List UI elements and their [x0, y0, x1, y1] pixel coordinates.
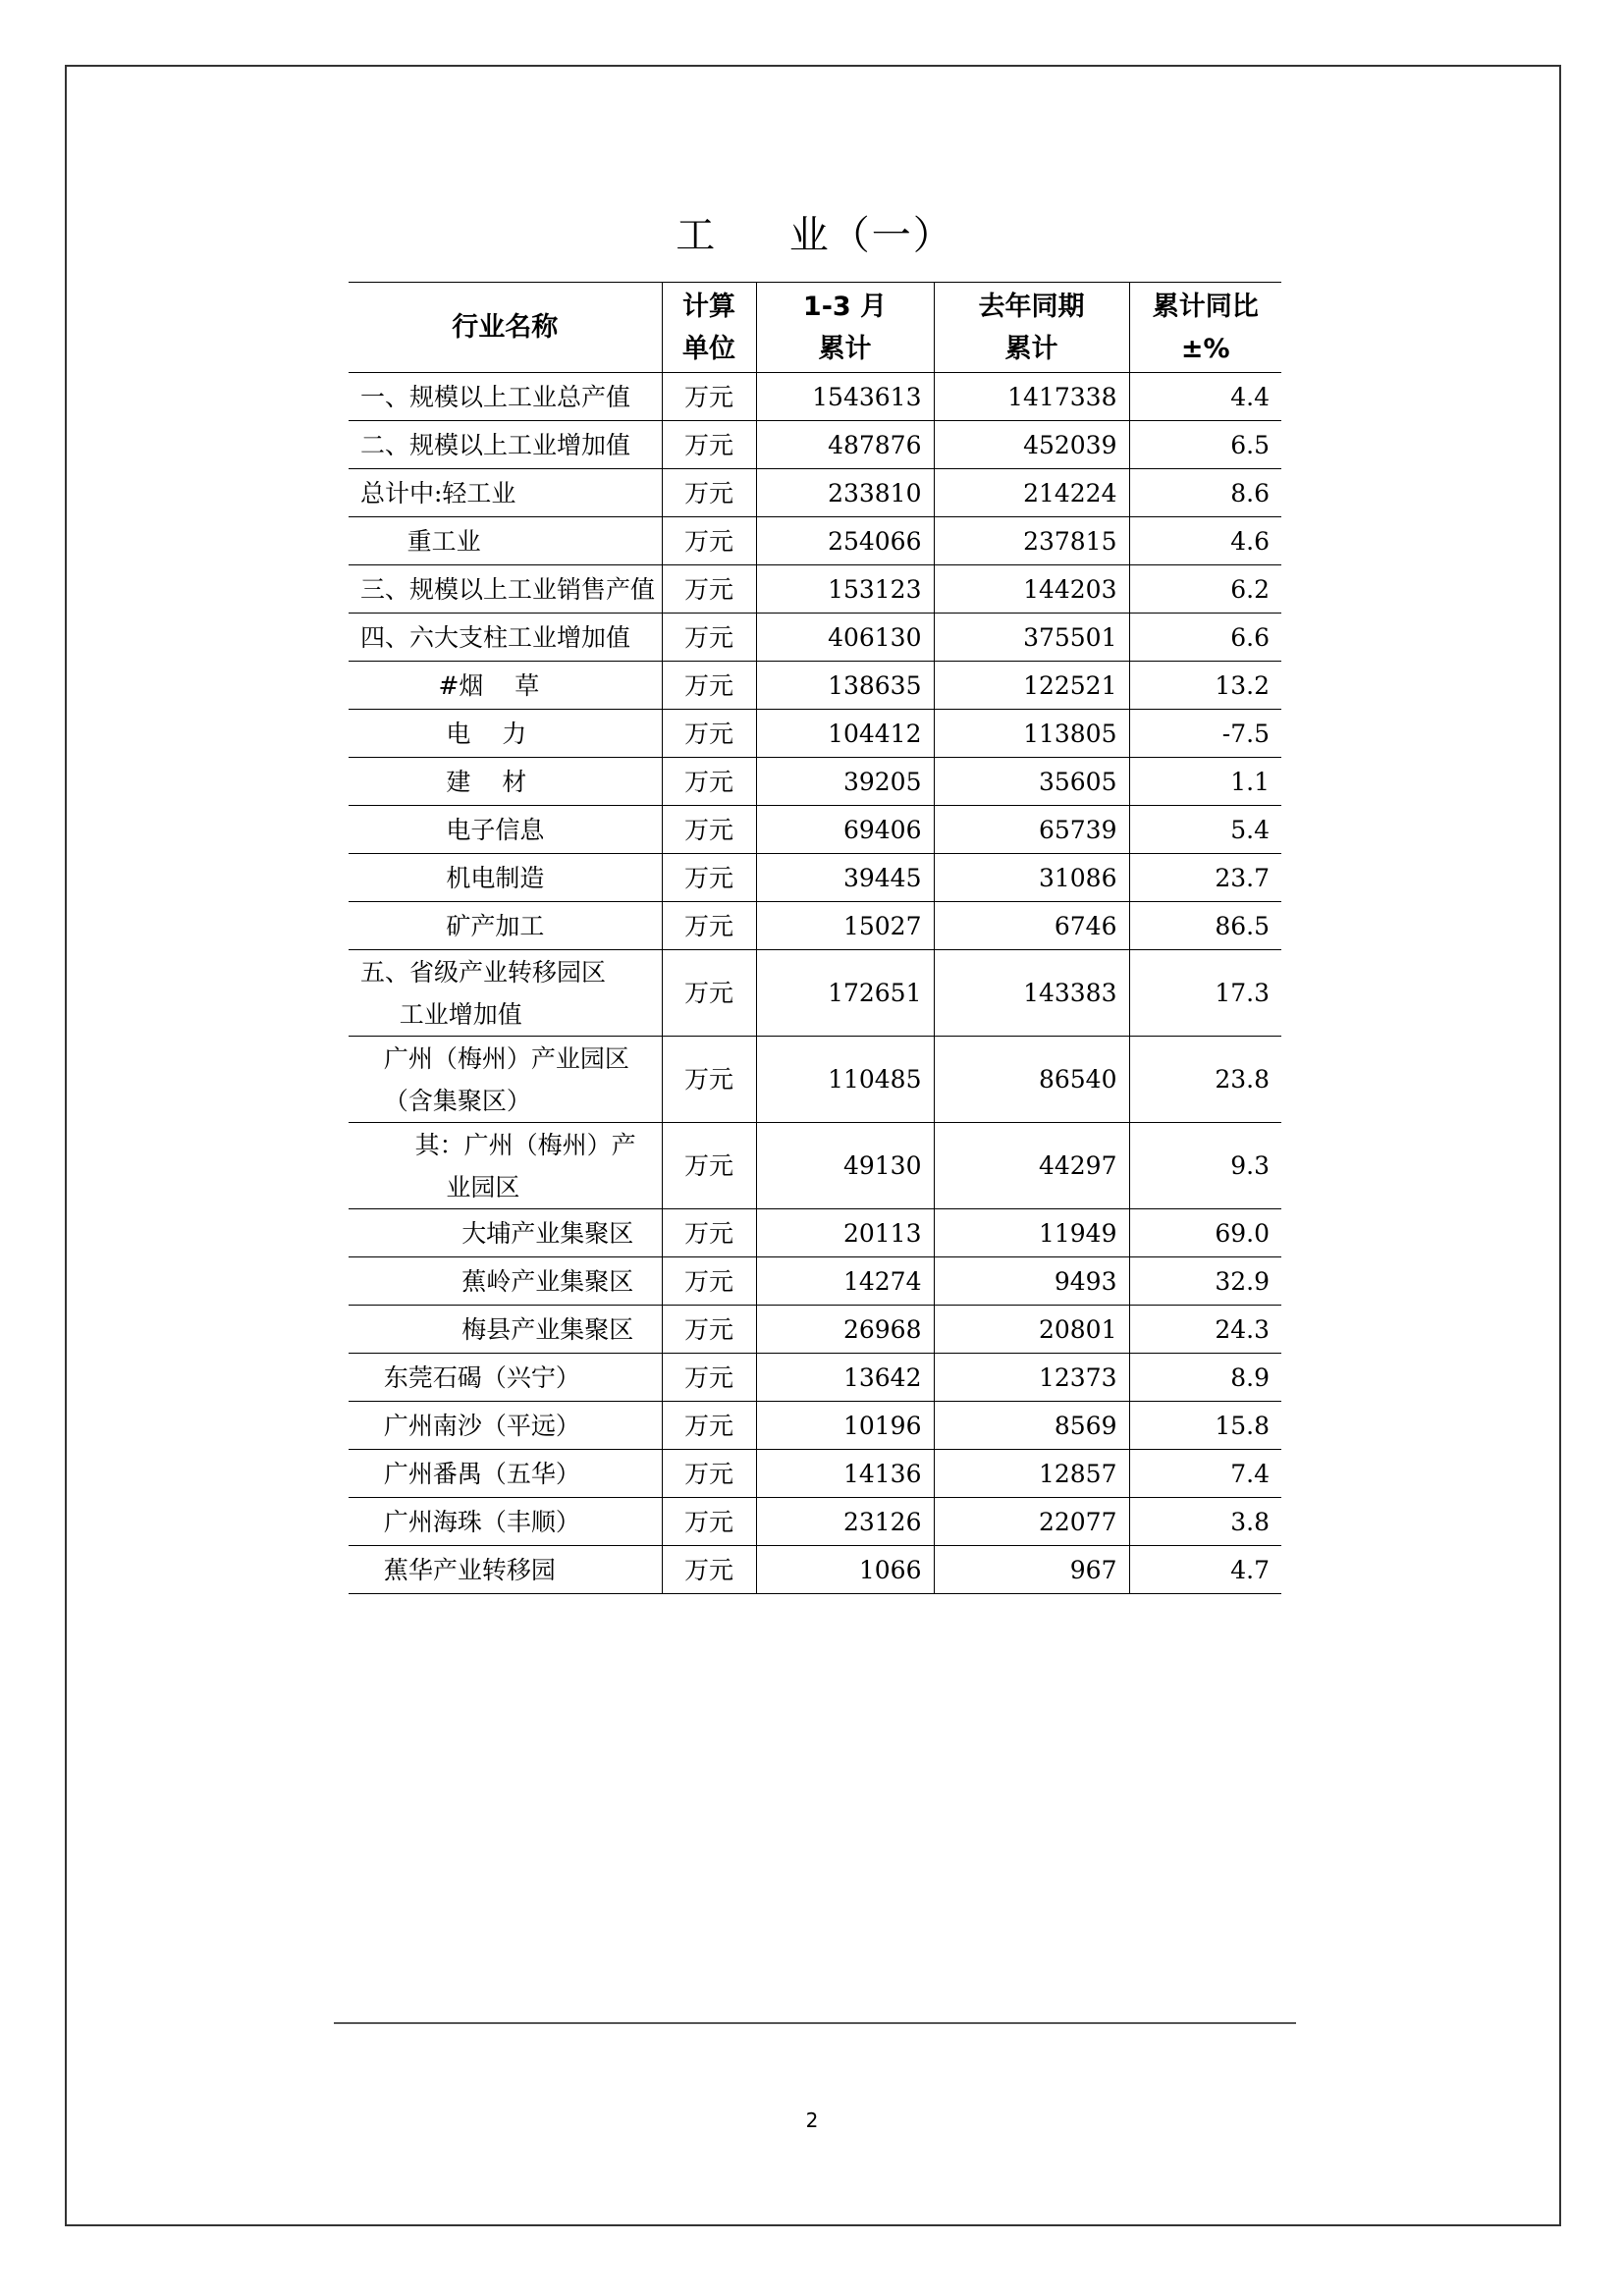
- row-previous-value: 65739: [934, 806, 1129, 854]
- row-unit: 万元: [662, 1546, 756, 1594]
- row-previous-value: 35605: [934, 758, 1129, 806]
- row-current-value: 254066: [756, 517, 934, 565]
- row-previous-value: 375501: [934, 614, 1129, 662]
- row-current-value: 20113: [756, 1209, 934, 1257]
- row-yoy-change: 17.3: [1129, 950, 1281, 1037]
- row-current-value: 1543613: [756, 373, 934, 421]
- row-industry-name: 重工业: [349, 517, 662, 565]
- row-yoy-change: 1.1: [1129, 758, 1281, 806]
- row-previous-value: 11949: [934, 1209, 1129, 1257]
- row-previous-value: 12857: [934, 1450, 1129, 1498]
- table-body: [349, 373, 1281, 1594]
- row-current-value: 153123: [756, 565, 934, 614]
- row-unit: 万元: [662, 1123, 756, 1209]
- table-row: [349, 1123, 1281, 1209]
- row-current-value: 49130: [756, 1123, 934, 1209]
- table-row: [349, 1306, 1281, 1354]
- table-row: [349, 854, 1281, 902]
- table-row: [349, 710, 1281, 758]
- row-yoy-change: 6.6: [1129, 614, 1281, 662]
- header-yoy-change: 累计同比 ±%: [1129, 283, 1281, 373]
- row-yoy-change: 4.4: [1129, 373, 1281, 421]
- row-industry-name: 东莞石碣（兴宁）: [349, 1354, 662, 1402]
- row-current-value: 10196: [756, 1402, 934, 1450]
- table-row: [349, 565, 1281, 614]
- row-industry-name: 二、规模以上工业增加值: [349, 421, 662, 469]
- row-previous-value: 9493: [934, 1257, 1129, 1306]
- row-unit: 万元: [662, 710, 756, 758]
- table-row: [349, 806, 1281, 854]
- row-current-value: 23126: [756, 1498, 934, 1546]
- table-row: [349, 950, 1281, 1037]
- row-unit: 万元: [662, 902, 756, 950]
- row-yoy-change: -7.5: [1129, 710, 1281, 758]
- page-number: 2: [805, 2109, 819, 2132]
- row-current-value: 14274: [756, 1257, 934, 1306]
- header-current-cumulative: 1-3 月 累计: [756, 283, 934, 373]
- row-previous-value: 452039: [934, 421, 1129, 469]
- table-row: [349, 758, 1281, 806]
- industry-statistics-table: [349, 282, 1281, 1594]
- table-row: [349, 614, 1281, 662]
- row-unit: 万元: [662, 517, 756, 565]
- row-yoy-change: 9.3: [1129, 1123, 1281, 1209]
- table-row: [349, 1402, 1281, 1450]
- row-yoy-change: 6.2: [1129, 565, 1281, 614]
- row-current-value: 69406: [756, 806, 934, 854]
- row-unit: 万元: [662, 806, 756, 854]
- row-industry-name: 大埔产业集聚区: [349, 1209, 662, 1257]
- row-unit: 万元: [662, 1498, 756, 1546]
- row-unit: 万元: [662, 373, 756, 421]
- table-row: [349, 1257, 1281, 1306]
- row-industry-name: 广州南沙（平远）: [349, 1402, 662, 1450]
- row-unit: 万元: [662, 421, 756, 469]
- row-yoy-change: 24.3: [1129, 1306, 1281, 1354]
- row-industry-name: 梅县产业集聚区: [349, 1306, 662, 1354]
- row-current-value: 39205: [756, 758, 934, 806]
- row-unit: 万元: [662, 1450, 756, 1498]
- table-row: [349, 1450, 1281, 1498]
- row-yoy-change: 23.8: [1129, 1037, 1281, 1123]
- table-row: [349, 1354, 1281, 1402]
- row-unit: 万元: [662, 1257, 756, 1306]
- row-unit: 万元: [662, 1402, 756, 1450]
- table-row: [349, 421, 1281, 469]
- row-industry-name: 电 力: [349, 710, 662, 758]
- row-previous-value: 8569: [934, 1402, 1129, 1450]
- row-industry-name: 其：广州（梅州）产 业园区: [349, 1123, 662, 1209]
- row-yoy-change: 4.6: [1129, 517, 1281, 565]
- row-yoy-change: 13.2: [1129, 662, 1281, 710]
- row-current-value: 487876: [756, 421, 934, 469]
- row-yoy-change: 23.7: [1129, 854, 1281, 902]
- row-industry-name: 一、规模以上工业总产值: [349, 373, 662, 421]
- table-row: [349, 517, 1281, 565]
- table-row: [349, 1209, 1281, 1257]
- row-industry-name: 五、省级产业转移园区 工业增加值: [349, 950, 662, 1037]
- row-current-value: 110485: [756, 1037, 934, 1123]
- row-industry-name: #烟 草: [349, 662, 662, 710]
- row-industry-name: 电子信息: [349, 806, 662, 854]
- row-yoy-change: 8.9: [1129, 1354, 1281, 1402]
- row-unit: 万元: [662, 1354, 756, 1402]
- row-current-value: 39445: [756, 854, 934, 902]
- header-industry-name: 行业名称: [349, 283, 662, 373]
- row-previous-value: 122521: [934, 662, 1129, 710]
- row-industry-name: 建 材: [349, 758, 662, 806]
- table-row: [349, 902, 1281, 950]
- page-title: 工 业（一）: [676, 213, 954, 258]
- row-current-value: 15027: [756, 902, 934, 950]
- row-unit: 万元: [662, 1037, 756, 1123]
- row-previous-value: 967: [934, 1546, 1129, 1594]
- table-row: [349, 469, 1281, 517]
- row-previous-value: 31086: [934, 854, 1129, 902]
- header-previous-cumulative: 去年同期 累计: [934, 283, 1129, 373]
- row-current-value: 26968: [756, 1306, 934, 1354]
- header-unit: 计算 单位: [662, 283, 756, 373]
- row-previous-value: 1417338: [934, 373, 1129, 421]
- row-unit: 万元: [662, 1209, 756, 1257]
- row-previous-value: 6746: [934, 902, 1129, 950]
- row-unit: 万元: [662, 614, 756, 662]
- row-current-value: 104412: [756, 710, 934, 758]
- row-unit: 万元: [662, 469, 756, 517]
- row-previous-value: 214224: [934, 469, 1129, 517]
- row-previous-value: 144203: [934, 565, 1129, 614]
- row-unit: 万元: [662, 565, 756, 614]
- row-yoy-change: 32.9: [1129, 1257, 1281, 1306]
- row-previous-value: 12373: [934, 1354, 1129, 1402]
- row-previous-value: 143383: [934, 950, 1129, 1037]
- row-previous-value: 44297: [934, 1123, 1129, 1209]
- row-yoy-change: 86.5: [1129, 902, 1281, 950]
- row-industry-name: 机电制造: [349, 854, 662, 902]
- row-previous-value: 237815: [934, 517, 1129, 565]
- footer-divider: [334, 2022, 1296, 2024]
- row-industry-name: 蕉岭产业集聚区: [349, 1257, 662, 1306]
- row-yoy-change: 4.7: [1129, 1546, 1281, 1594]
- row-industry-name: 矿产加工: [349, 902, 662, 950]
- row-current-value: 138635: [756, 662, 934, 710]
- row-yoy-change: 15.8: [1129, 1402, 1281, 1450]
- row-unit: 万元: [662, 662, 756, 710]
- row-industry-name: 总计中:轻工业: [349, 469, 662, 517]
- row-yoy-change: 5.4: [1129, 806, 1281, 854]
- table-row: [349, 373, 1281, 421]
- row-current-value: 13642: [756, 1354, 934, 1402]
- row-industry-name: 四、六大支柱工业增加值: [349, 614, 662, 662]
- table-row: [349, 1546, 1281, 1594]
- row-previous-value: 113805: [934, 710, 1129, 758]
- table-row: [349, 1498, 1281, 1546]
- row-yoy-change: 8.6: [1129, 469, 1281, 517]
- row-unit: 万元: [662, 758, 756, 806]
- table-row: [349, 1037, 1281, 1123]
- row-industry-name: 广州海珠（丰顺）: [349, 1498, 662, 1546]
- row-yoy-change: 7.4: [1129, 1450, 1281, 1498]
- row-industry-name: 蕉华产业转移园: [349, 1546, 662, 1594]
- row-industry-name: 广州番禺（五华）: [349, 1450, 662, 1498]
- table-header-row: [349, 283, 1281, 373]
- row-unit: 万元: [662, 854, 756, 902]
- row-unit: 万元: [662, 1306, 756, 1354]
- row-current-value: 233810: [756, 469, 934, 517]
- row-previous-value: 20801: [934, 1306, 1129, 1354]
- row-previous-value: 86540: [934, 1037, 1129, 1123]
- row-industry-name: 广州（梅州）产业园区 （含集聚区）: [349, 1037, 662, 1123]
- row-yoy-change: 69.0: [1129, 1209, 1281, 1257]
- row-current-value: 172651: [756, 950, 934, 1037]
- row-current-value: 14136: [756, 1450, 934, 1498]
- row-yoy-change: 3.8: [1129, 1498, 1281, 1546]
- row-current-value: 1066: [756, 1546, 934, 1594]
- row-yoy-change: 6.5: [1129, 421, 1281, 469]
- table-row: [349, 662, 1281, 710]
- row-industry-name: 三、规模以上工业销售产值: [349, 565, 662, 614]
- row-current-value: 406130: [756, 614, 934, 662]
- row-previous-value: 22077: [934, 1498, 1129, 1546]
- row-unit: 万元: [662, 950, 756, 1037]
